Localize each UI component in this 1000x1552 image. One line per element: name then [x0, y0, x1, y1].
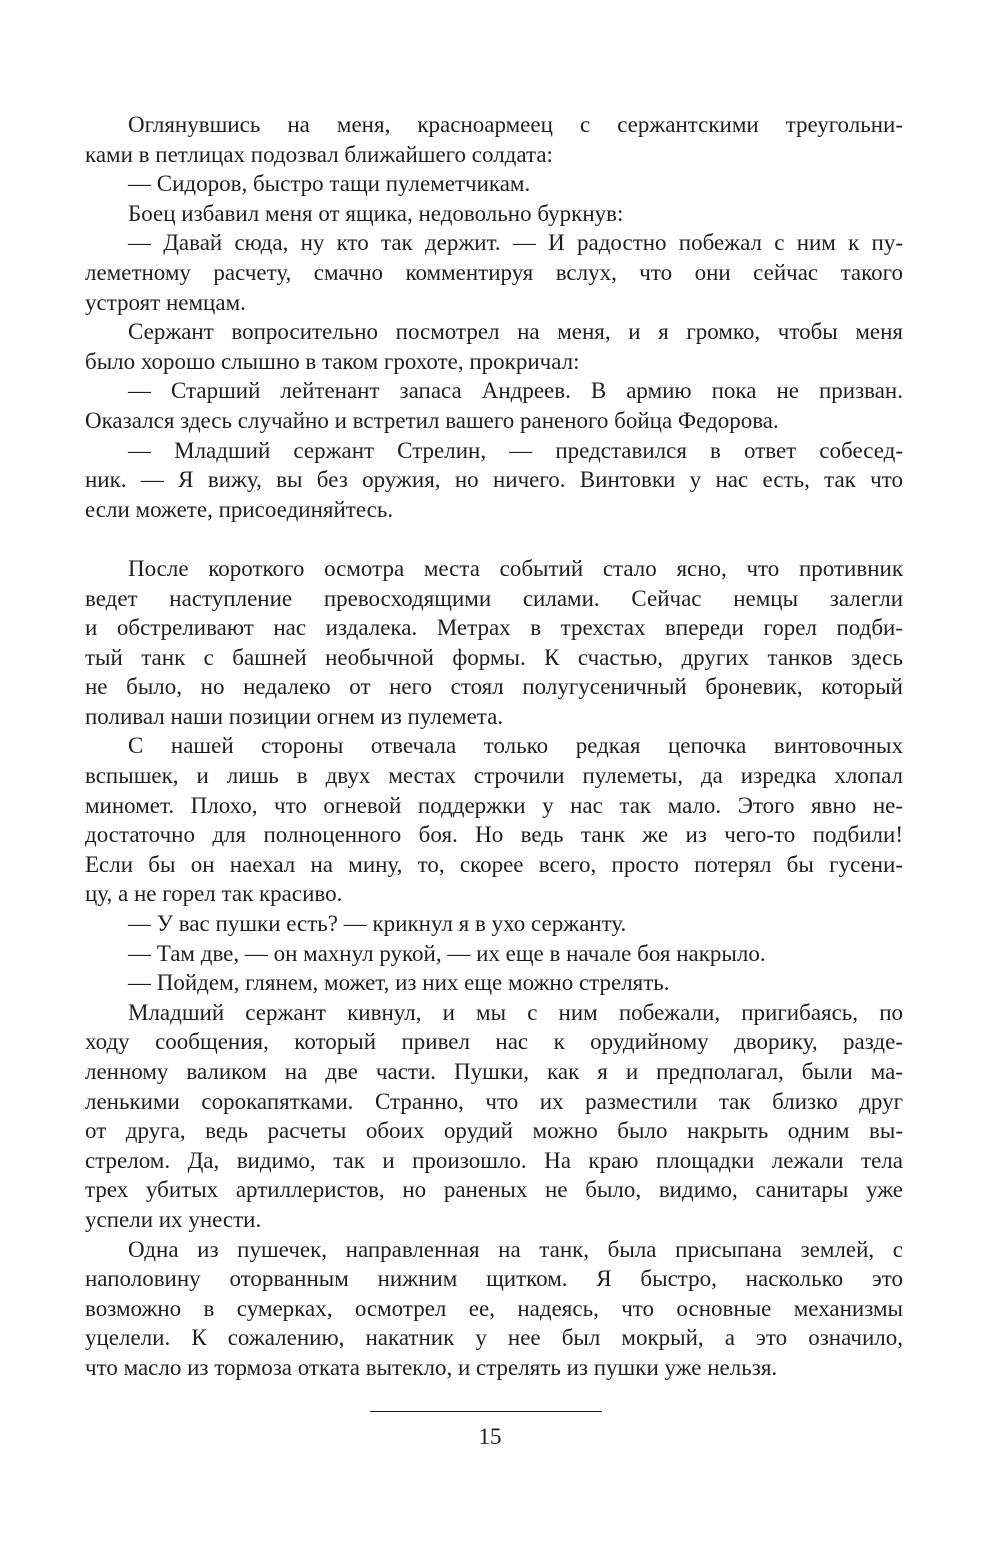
paragraph: [85, 939, 903, 969]
footer-rule: [370, 1411, 602, 1412]
text-line: достаточно для полноценного боя. Но ведь танк же из чего-то подбили!: [85, 822, 903, 848]
text-line: успели их унести.: [85, 1206, 262, 1232]
text-line: цу, а не горел так красиво.: [85, 881, 343, 907]
text-line: что масло из тормоза отката вытекло, и стрелять из пушки уже нельзя.: [85, 1354, 778, 1380]
text-line: поливал наши позиции огнем из пулемета.: [85, 703, 504, 729]
text-line: миномет. Плохо, что огневой поддержки у нас так мало. Этого явно не-: [85, 792, 903, 818]
text-line: ками в петлицах подозвал ближайшего солдата:: [85, 141, 553, 167]
text-line: было хорошо слышно в таком грохоте, прокричал:: [85, 348, 580, 374]
text-line: вспышек, и лишь в двух местах строчили пулеметы, да изредка хлопал: [85, 763, 903, 789]
text-line: Младший сержант кивнул, и мы с ним побежали, пригибаясь, по: [128, 999, 903, 1025]
page-body-text: [85, 110, 903, 1383]
text-line: ведет наступление превосходящими силами. Сейчас немцы залегли: [85, 585, 903, 611]
text-line: — Старший лейтенант запаса Андреев. В армию пока не призван.: [128, 378, 903, 404]
text-line: леметному расчету, смачно комментируя вслух, что они сейчас такого: [85, 259, 903, 285]
text-line: устроят немцам.: [85, 289, 246, 315]
text-line: ник. — Я вижу, вы без оружия, но ничего. Винтовки у нас есть, так что: [85, 467, 903, 493]
text-line: трех убитых артиллеристов, но раненых не было, видимо, санитары уже: [85, 1177, 903, 1203]
text-line: возможно в сумерках, осмотрел ее, надеясь, что основные механизмы: [85, 1295, 903, 1321]
text-line: — Давай сюда, ну кто так держит. — И радостно побежал с ним к пу-: [128, 230, 903, 256]
text-line: Если бы он наехал на мину, то, скорее всего, просто потерял бы гусени-: [85, 851, 903, 877]
text-line: Одна из пушечек, направленная на танк, была присыпана землей, с: [128, 1236, 903, 1262]
text-line: ленькими сорокапятками. Странно, что их разместили так близко друг: [85, 1088, 903, 1114]
text-line: — Пойдем, глянем, может, из них еще можно стрелять.: [128, 970, 670, 996]
text-line: С нашей стороны отвечала только редкая цепочка винтовочных: [128, 733, 903, 759]
paragraph: [85, 731, 903, 909]
text-line: и обстреливают нас издалека. Метрах в трехстах впереди горел подби-: [85, 615, 903, 641]
text-section: [85, 554, 903, 1383]
text-line: Сержант вопросительно посмотрел на меня, и я громко, чтобы меня: [128, 319, 903, 345]
text-line: не было, но недалеко от него стоял полугусеничный броневик, который: [85, 674, 903, 700]
paragraph: [85, 317, 903, 376]
text-line: от друга, ведь расчеты обоих орудий можно было накрыть одним вы-: [85, 1118, 903, 1144]
text-line: ходу сообщения, который привел нас к орудийному дворику, разде-: [85, 1029, 903, 1055]
paragraph: [85, 228, 903, 317]
paragraph: [85, 909, 903, 939]
paragraph: [85, 199, 903, 229]
paragraph: [85, 169, 903, 199]
text-line: Оглянувшись на меня, красноармеец с сержантскими треугольни-: [128, 112, 903, 137]
paragraph: [85, 110, 903, 169]
paragraph: [85, 968, 903, 998]
text-section: [85, 110, 903, 524]
paragraph: [85, 998, 903, 1235]
text-line: стрелом. Да, видимо, так и произошло. На краю площадки лежали тела: [85, 1147, 903, 1173]
text-line: если можете, присоединяйтесь.: [85, 496, 394, 522]
text-line: наполовину оторванным нижним щитком. Я быстро, насколько это: [85, 1266, 903, 1292]
paragraph: [85, 436, 903, 525]
text-line: После короткого осмотра места событий стало ясно, что противник: [128, 555, 903, 581]
text-line: Боец избавил меня от ящика, недовольно буркнув:: [128, 200, 624, 226]
paragraph: [85, 1235, 903, 1383]
page-number: 15: [478, 1424, 502, 1449]
text-line: — Там две, — он махнул рукой, — их еще в начале боя накрыло.: [128, 940, 766, 966]
paragraph: [85, 554, 903, 732]
text-line: уцелели. К сожалению, накатник у нее был мокрый, а это означило,: [85, 1325, 903, 1351]
text-line: — Сидоров, быстро тащи пулеметчикам.: [128, 171, 531, 197]
text-line: — У вас пушки есть? — крикнул я в ухо сержанту.: [128, 911, 627, 937]
text-line: ленному валиком на две части. Пушки, как я и предполагал, были ма-: [85, 1059, 903, 1084]
text-line: Оказался здесь случайно и встретил вашего раненого бойца Федорова.: [85, 407, 779, 433]
text-line: — Младший сержант Стрелин, — представился в ответ собесед-: [128, 437, 903, 463]
paragraph: [85, 376, 903, 435]
text-line: тый танк с башней необычной формы. К счастью, других танков здесь: [85, 644, 903, 670]
